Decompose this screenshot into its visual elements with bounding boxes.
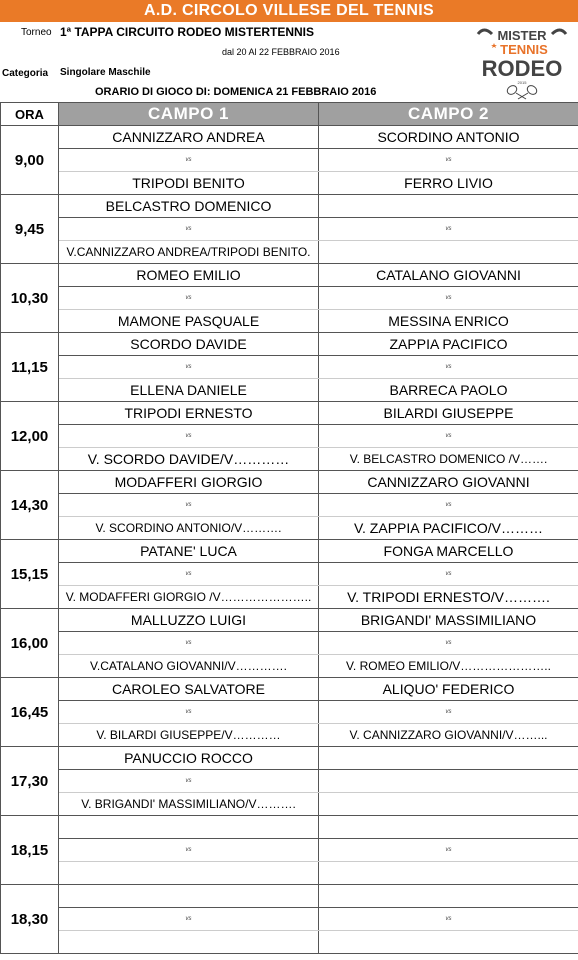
vs-label bbox=[319, 770, 578, 793]
schedule-row bbox=[1, 356, 578, 379]
logo-mister-text: MISTER bbox=[497, 28, 547, 43]
schedule-row bbox=[1, 724, 578, 747]
orario-title: ORARIO DI GIOCO DI: DOMENICA 21 FEBBRAIO 2016 bbox=[95, 86, 377, 98]
campo1-player: V. SCORDO DAVIDE/V………… bbox=[59, 448, 319, 471]
campo2-player bbox=[319, 747, 578, 770]
schedule-row bbox=[1, 471, 578, 494]
campo2-player bbox=[319, 195, 578, 218]
schedule-row bbox=[1, 701, 578, 724]
schedule-table bbox=[0, 102, 578, 954]
schedule-row bbox=[1, 609, 578, 632]
campo2-header: CAMPO 2 bbox=[319, 103, 578, 126]
campo1-player: SCORDO DAVIDE bbox=[59, 333, 319, 356]
schedule-row bbox=[1, 402, 578, 425]
schedule-row bbox=[1, 218, 578, 241]
vs-label: vs bbox=[319, 632, 578, 655]
campo2-player bbox=[319, 862, 578, 885]
schedule-row bbox=[1, 885, 578, 908]
logo-rodeo-text: RODEO bbox=[481, 56, 563, 81]
campo2-player: CANNIZZARO GIOVANNI bbox=[319, 471, 578, 494]
schedule-row bbox=[1, 517, 578, 540]
campo1-player: ELLENA DANIELE bbox=[59, 379, 319, 402]
campo2-player: V. BELCASTRO DOMENICO /V……. bbox=[319, 448, 578, 471]
tournament-info bbox=[0, 22, 578, 102]
time-slot: 9,00 bbox=[1, 126, 59, 195]
club-title-banner bbox=[0, 0, 578, 22]
campo2-player: FERRO LIVIO bbox=[319, 172, 578, 195]
vs-label: vs bbox=[319, 908, 578, 931]
schedule-row bbox=[1, 655, 578, 678]
campo2-player bbox=[319, 885, 578, 908]
schedule-row bbox=[1, 908, 578, 931]
campo1-header: CAMPO 1 bbox=[59, 103, 319, 126]
campo1-player: V. BRIGANDI' MASSIMILIANO/V………. bbox=[59, 793, 319, 816]
logo-tennis-text: TENNIS bbox=[500, 42, 548, 57]
vs-label: vs bbox=[319, 356, 578, 379]
campo1-player: PANUCCIO ROCCO bbox=[59, 747, 319, 770]
campo2-player: SCORDINO ANTONIO bbox=[319, 126, 578, 149]
campo2-player: FONGA MARCELLO bbox=[319, 540, 578, 563]
tournament-dates: dal 20 Al 22 FEBBRAIO 2016 bbox=[222, 47, 340, 57]
schedule-row bbox=[1, 586, 578, 609]
vs-label: vs bbox=[59, 287, 319, 310]
campo1-player: TRIPODI ERNESTO bbox=[59, 402, 319, 425]
campo2-player: MESSINA ENRICO bbox=[319, 310, 578, 333]
mistertennis-rodeo-logo bbox=[474, 24, 570, 100]
ora-header: ORA bbox=[1, 103, 59, 126]
schedule-row bbox=[1, 425, 578, 448]
schedule-row bbox=[1, 448, 578, 471]
campo2-player: BILARDI GIUSEPPE bbox=[319, 402, 578, 425]
torneo-value: 1ª TAPPA CIRCUITO RODEO MISTERTENNIS bbox=[60, 25, 315, 39]
schedule-row bbox=[1, 678, 578, 701]
vs-label: vs bbox=[59, 701, 319, 724]
schedule-row bbox=[1, 931, 578, 954]
campo1-player: TRIPODI BENITO bbox=[59, 172, 319, 195]
time-slot: 14,30 bbox=[1, 471, 59, 540]
campo1-player: CAROLEO SALVATORE bbox=[59, 678, 319, 701]
time-slot: 16,00 bbox=[1, 609, 59, 678]
vs-label: vs bbox=[319, 839, 578, 862]
time-slot: 11,15 bbox=[1, 333, 59, 402]
vs-label: vs bbox=[319, 494, 578, 517]
time-slot: 18,15 bbox=[1, 816, 59, 885]
categoria-value: Singolare Maschile bbox=[60, 67, 151, 78]
campo1-player: V. MODAFFERI GIORGIO /V………………….. bbox=[59, 586, 319, 609]
schedule-row bbox=[1, 632, 578, 655]
time-slot: 10,30 bbox=[1, 264, 59, 333]
campo2-player: ALIQUO' FEDERICO bbox=[319, 678, 578, 701]
schedule-row bbox=[1, 195, 578, 218]
torneo-label: Torneo bbox=[21, 27, 52, 38]
campo2-player: BARRECA PAOLO bbox=[319, 379, 578, 402]
campo1-player: MAMONE PASQUALE bbox=[59, 310, 319, 333]
schedule-row bbox=[1, 149, 578, 172]
categoria-label: Categoria bbox=[2, 68, 49, 79]
vs-label: vs bbox=[59, 632, 319, 655]
vs-label: vs bbox=[59, 425, 319, 448]
vs-label: vs bbox=[59, 839, 319, 862]
campo1-player: PATANE' LUCA bbox=[59, 540, 319, 563]
campo1-player: MODAFFERI GIORGIO bbox=[59, 471, 319, 494]
schedule-row bbox=[1, 747, 578, 770]
schedule-row bbox=[1, 287, 578, 310]
campo1-player: ROMEO EMILIO bbox=[59, 264, 319, 287]
time-slot: 17,30 bbox=[1, 747, 59, 816]
campo1-player: BELCASTRO DOMENICO bbox=[59, 195, 319, 218]
club-title: A.D. CIRCOLO VILLESE DEL TENNIS bbox=[144, 2, 434, 19]
time-slot: 15,15 bbox=[1, 540, 59, 609]
campo1-player: V.CATALANO GIOVANNI/V…………. bbox=[59, 655, 319, 678]
schedule-row bbox=[1, 241, 578, 264]
vs-label: vs bbox=[59, 218, 319, 241]
schedule-row bbox=[1, 563, 578, 586]
campo1-player: V.CANNIZZARO ANDREA/TRIPODI BENITO. bbox=[59, 241, 319, 264]
time-slot: 9,45 bbox=[1, 195, 59, 264]
vs-label: vs bbox=[59, 770, 319, 793]
campo1-player bbox=[59, 816, 319, 839]
campo2-player: ZAPPIA PACIFICO bbox=[319, 333, 578, 356]
vs-label: vs bbox=[319, 563, 578, 586]
logo-year: 2015 bbox=[517, 80, 527, 85]
time-slot: 18,30 bbox=[1, 885, 59, 954]
vs-label: vs bbox=[319, 701, 578, 724]
campo2-player: BRIGANDI' MASSIMILIANO bbox=[319, 609, 578, 632]
campo1-player: CANNIZZARO ANDREA bbox=[59, 126, 319, 149]
vs-label: vs bbox=[319, 425, 578, 448]
campo1-player: MALLUZZO LUIGI bbox=[59, 609, 319, 632]
vs-label: vs bbox=[59, 494, 319, 517]
campo2-player bbox=[319, 816, 578, 839]
schedule-row bbox=[1, 793, 578, 816]
schedule-row bbox=[1, 333, 578, 356]
campo1-player bbox=[59, 931, 319, 954]
schedule-row bbox=[1, 494, 578, 517]
campo1-player: V. BILARDI GIUSEPPE/V………… bbox=[59, 724, 319, 747]
campo1-player bbox=[59, 885, 319, 908]
schedule-row bbox=[1, 862, 578, 885]
campo2-player: V. CANNIZZARO GIOVANNI/V……... bbox=[319, 724, 578, 747]
star-icon bbox=[491, 43, 497, 48]
schedule-row bbox=[1, 264, 578, 287]
schedule-row bbox=[1, 310, 578, 333]
schedule-row bbox=[1, 540, 578, 563]
schedule-row bbox=[1, 172, 578, 195]
campo2-player bbox=[319, 793, 578, 816]
vs-label: vs bbox=[59, 149, 319, 172]
campo2-player: V. ROMEO EMILIO/V………………….. bbox=[319, 655, 578, 678]
vs-label: vs bbox=[59, 563, 319, 586]
campo1-player bbox=[59, 862, 319, 885]
vs-label: vs bbox=[319, 149, 578, 172]
schedule-row bbox=[1, 770, 578, 793]
campo2-player bbox=[319, 241, 578, 264]
time-slot: 16,45 bbox=[1, 678, 59, 747]
schedule-row bbox=[1, 839, 578, 862]
vs-label: vs bbox=[319, 287, 578, 310]
vs-label: vs bbox=[59, 356, 319, 379]
schedule-row bbox=[1, 379, 578, 402]
campo1-player: V. SCORDINO ANTONIO/V………. bbox=[59, 517, 319, 540]
campo2-player bbox=[319, 931, 578, 954]
schedule-row bbox=[1, 816, 578, 839]
campo2-player: V. TRIPODI ERNESTO/V………. bbox=[319, 586, 578, 609]
crossed-rackets-icon bbox=[506, 84, 539, 99]
schedule-row bbox=[1, 126, 578, 149]
campo2-player: CATALANO GIOVANNI bbox=[319, 264, 578, 287]
vs-label: vs bbox=[319, 218, 578, 241]
campo2-player: V. ZAPPIA PACIFICO/V……… bbox=[319, 517, 578, 540]
vs-label: vs bbox=[59, 908, 319, 931]
time-slot: 12,00 bbox=[1, 402, 59, 471]
